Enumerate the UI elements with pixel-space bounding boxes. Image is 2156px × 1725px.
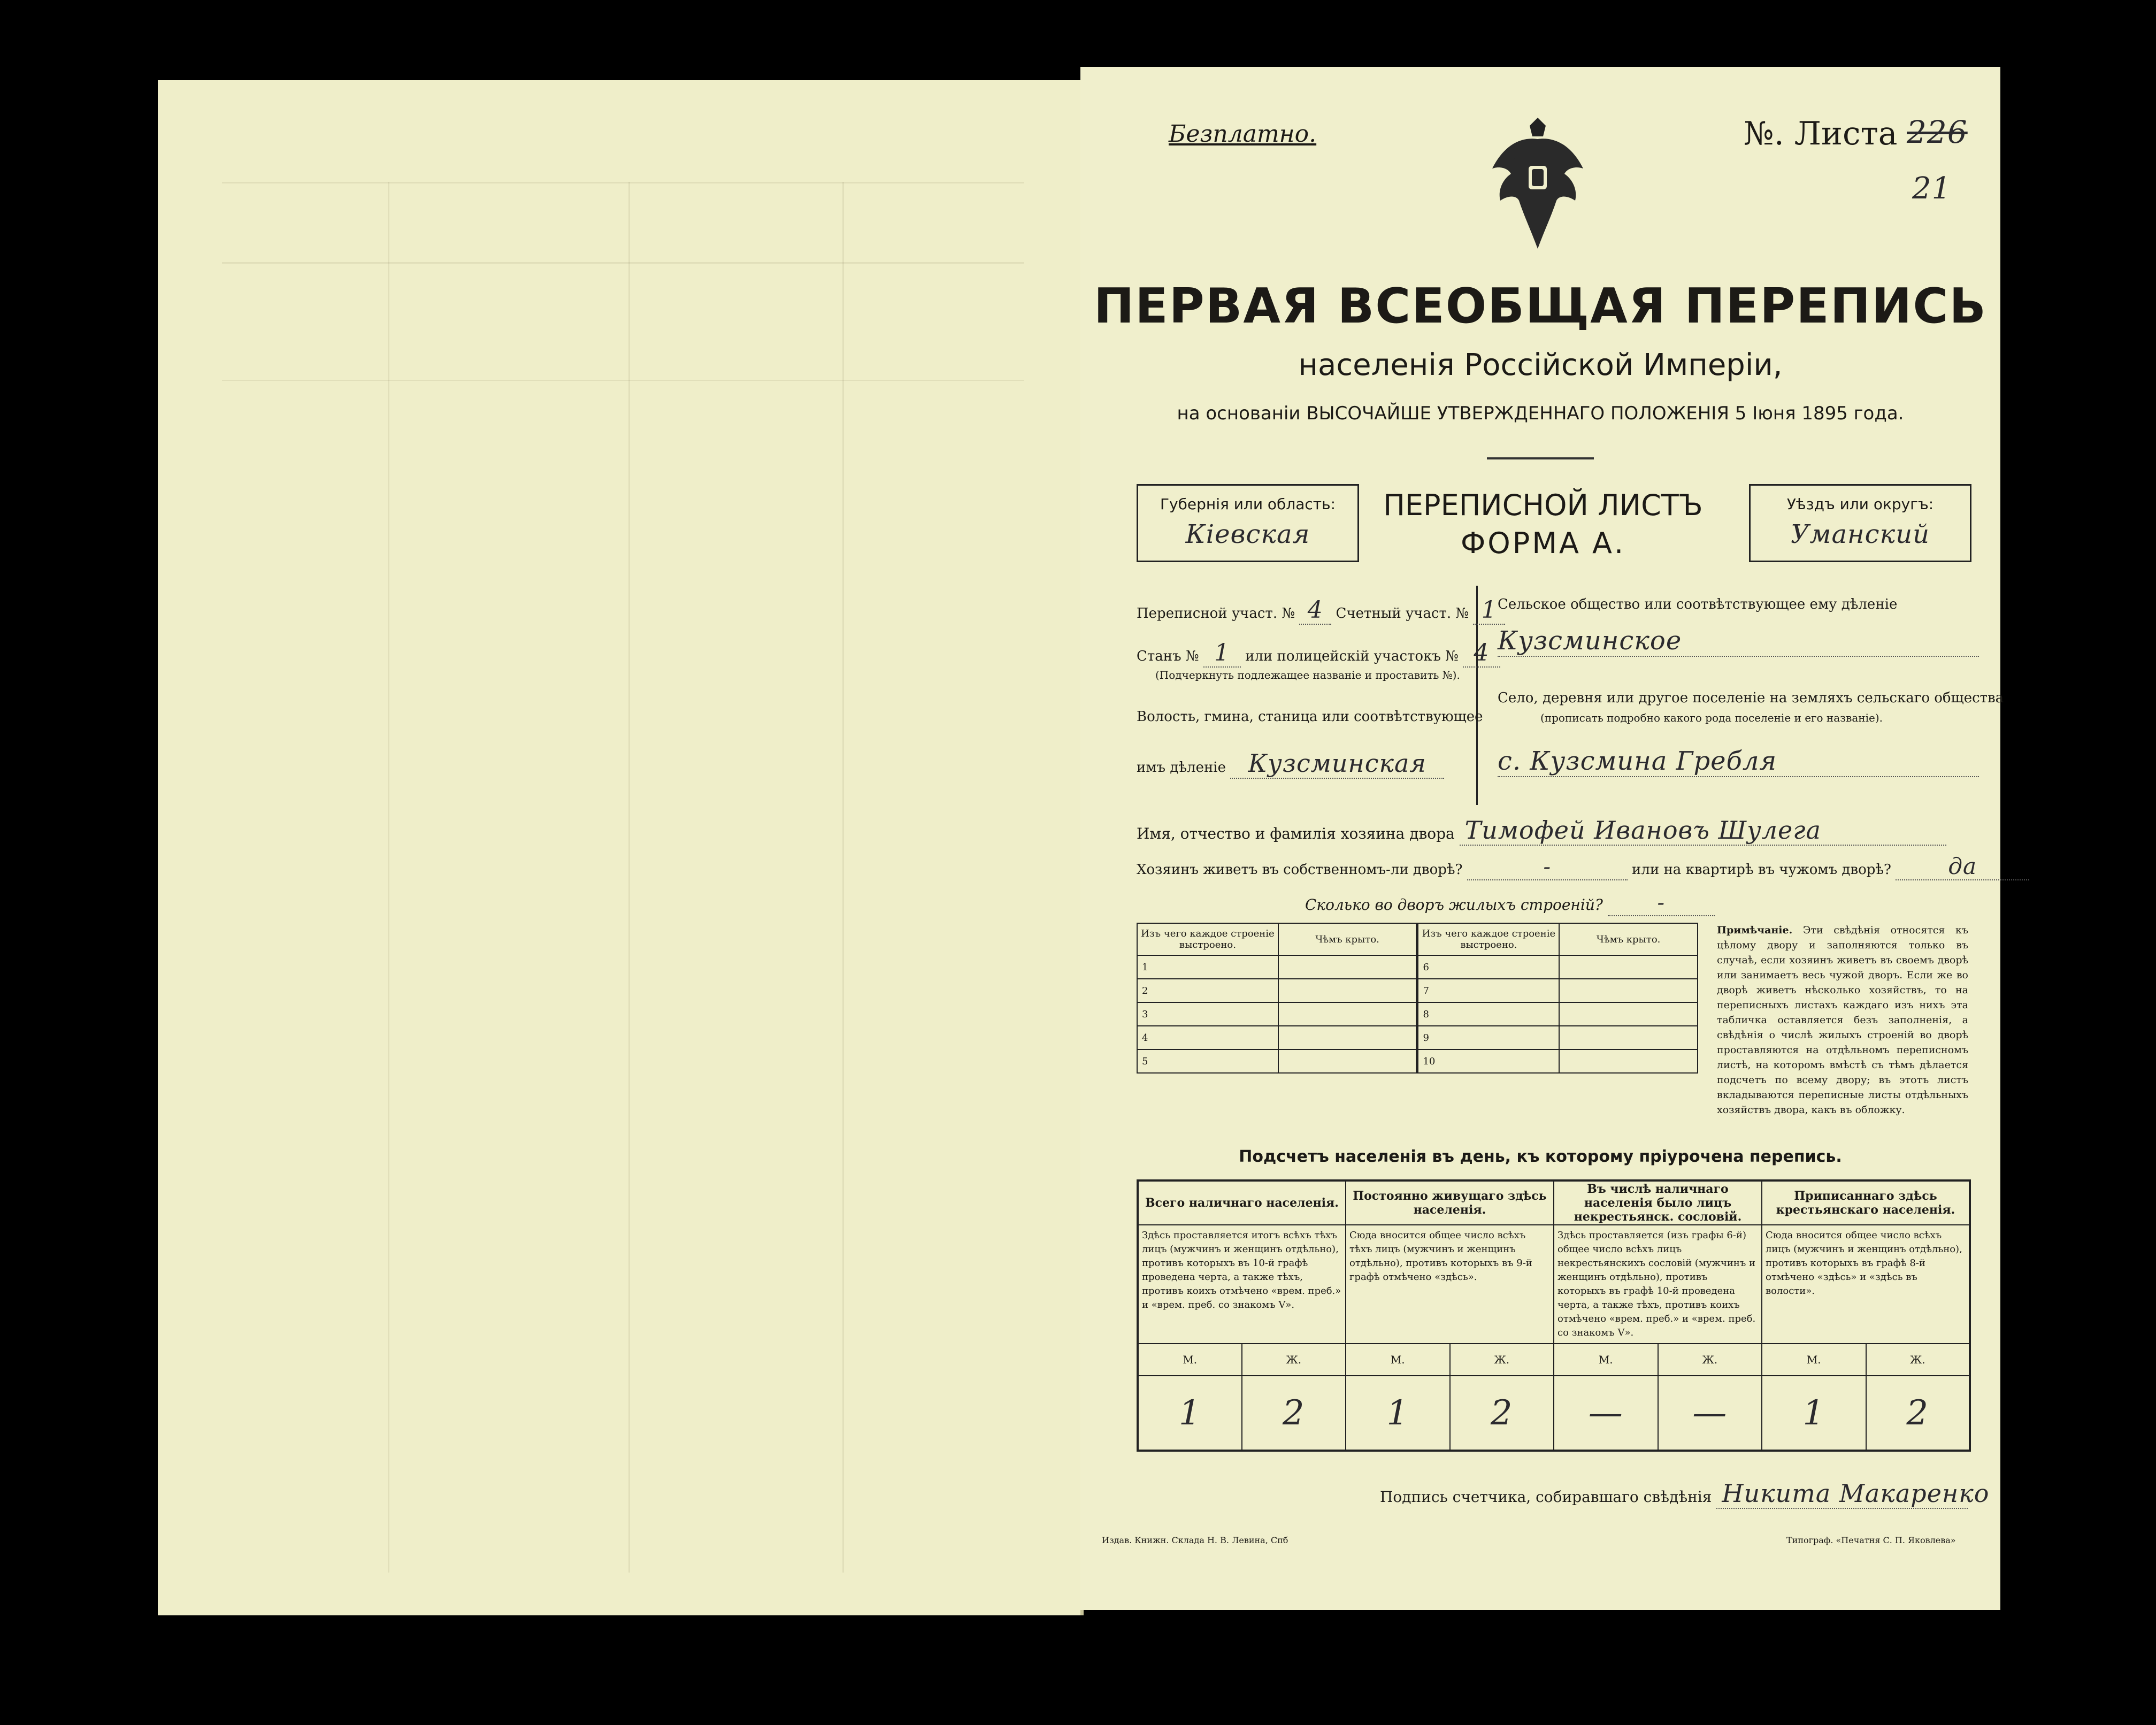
field-perep-uchast [1137,596,1505,625]
buildings-row-number: 1 [1137,955,1278,979]
count-col-m: М. [1346,1344,1450,1376]
imprint-left: Издав. Книжн. Склада Н. В. Левина, Спб [1102,1535,1288,1545]
perep-uchast-label: Переписной участ. № [1137,605,1295,622]
count-value: 2 [1450,1376,1554,1451]
owner-value: Тимофей Ивановъ Шулега [1460,816,1946,846]
count-value: 1 [1762,1376,1866,1451]
own-yard-label: Хозяинъ живетъ въ собственномъ-ли дворѣ? [1137,862,1463,878]
count-header-peasant: Приписаннаго здѣсь крестьянскаго населенія. [1762,1180,1970,1225]
field-signature [1380,1479,1990,1509]
uezd-box [1749,484,1971,562]
underline-note: (Подчеркнуть подлежащее названіе и проставить №). [1155,669,1460,681]
field-owner [1137,816,1946,846]
double-headed-eagle-emblem [1487,115,1589,254]
field-buildings [1305,891,1715,916]
form-title-box [1372,484,1714,564]
uezd-value: Уманский [1790,519,1930,549]
gubernia-value: Кіевская [1185,519,1310,549]
bleed-through-line [222,380,1024,381]
schetny-label: Счетный участ. № [1336,605,1469,622]
owner-label: Имя, отчество и фамилія хозяина двора [1137,825,1455,842]
form-subtitle: ФОРМА А. [1460,526,1626,560]
count-header-total: Всего наличнаго населенія. [1138,1180,1346,1225]
note-text: Эти свѣдѣнія относятся къ цѣлому двору и заполняются только въ случаѣ, если хозяинъ живетъ въ своемъ дворѣ или занимаетъ весь чужой дворъ. Если же во дворѣ живетъ нѣсколько хозяйствъ, то на переписныхъ листахъ каждаго изъ нихъ эта табличка оставляется безъ заполненія, а свѣдѣнія о числѣ жилыхъ строеній во дворѣ проставляются на отдѣльномъ переписномъ листѣ, на которомъ вмѣстѣ съ тѣмъ дѣлается подсчетъ по всему двору; въ этотъ листъ вкладываются переписные листы отдѣльныхъ хозяйствъ двора, какъ въ обложку. [1717,924,1968,1116]
signature-value: Никита Макаренко [1716,1479,1968,1509]
bleed-through-line [628,182,630,1573]
left-page [158,80,1084,1615]
note-lead: Примѣчаніе. [1717,924,1793,936]
selsk-value: Кузсминское [1498,626,1979,657]
count-col-m: М. [1138,1344,1242,1376]
selo-value: с. Кузсмина Гребля [1498,746,1979,777]
volost-label-2: имъ дѣленіе [1137,760,1226,776]
main-title: ПЕРВАЯ ВСЕОБЩАЯ ПЕРЕПИСЬ [1093,278,1988,334]
sheet-number-value: 226 [1907,114,1968,150]
count-value: 1 [1138,1376,1242,1451]
buildings-row-number: 10 [1417,1049,1559,1073]
free-label: Безплатно. [1169,120,1317,148]
own-yard-value: - [1467,855,1628,880]
buildings-row-number: 7 [1417,979,1559,1002]
buildings-col-roof: Чѣмъ крыто. [1559,923,1698,955]
count-value: 2 [1242,1376,1346,1451]
count-desc-total: Здѣсь проставляется итогъ всѣхъ тѣхъ лицъ (мужчинъ и женщинъ отдѣльно), противъ которыхъ въ 10-й графѣ проведена черта, а также тѣхъ, противъ коихъ отмѣчено «врем. преб.» и «врем. преб. со знакомъ V». [1138,1225,1346,1344]
volost-value: Кузсминская [1230,749,1444,779]
buildings-question: Сколько во дворъ жилыхъ строеній? [1305,896,1603,914]
count-desc-permanent: Сюда вносится общее число всѣхъ тѣхъ лицъ (мужчинъ и женщинъ отдѣльно), противъ которыхъ въ 9-й графѣ отмѣчено «здѣсь». [1346,1225,1554,1344]
count-desc-non-peasant: Здѣсь проставляется (изъ графы 6-й) общее число всѣхъ лицъ некрестьянскихъ сословій (мужчинъ и женщинъ отдѣльно), противъ которыхъ въ графѣ 10-й проведена черта, а также тѣхъ, противъ коихъ отмѣчено «врем. преб.» и «врем. преб. со знакомъ V». [1554,1225,1762,1344]
count-value: — [1658,1376,1762,1451]
count-value: 2 [1866,1376,1970,1451]
bleed-through-line [222,182,1024,183]
buildings-row-number: 2 [1137,979,1278,1002]
form-title: ПЕРЕПИСНОЙ ЛИСТЪ [1383,488,1703,522]
police-value: 4 [1463,639,1500,668]
selo-label: Село, деревня или другое поселеніе на земляхъ сельскаго общества [1498,690,2004,706]
buildings-col-material: Изъ чего каждое строеніе выстроено. [1417,923,1559,955]
buildings-value: - [1608,891,1715,916]
bleed-through-line [388,182,389,1573]
count-col-zh: Ж. [1866,1344,1970,1376]
imprint-right: Типограф. «Печатня С. П. Яковлева» [1786,1535,1956,1545]
bleed-through-line [222,262,1024,264]
count-col-m: М. [1554,1344,1658,1376]
selo-note: (прописать подробно какого рода поселеніе и его названіе). [1540,711,1883,724]
count-table [1137,1179,1971,1452]
count-header-permanent: Постоянно живущаго здѣсь населенія. [1346,1180,1554,1225]
uezd-label: Уѣздъ или округъ: [1786,495,1934,513]
count-value: — [1554,1376,1658,1451]
count-title: Подсчетъ населенія въ день, къ которому пріурочена перепись. [1239,1147,1842,1166]
census-form-page [1080,67,2004,1610]
sheet-number-alt: 21 [1912,171,1952,206]
perep-uchast-value: 4 [1299,596,1331,625]
count-header-non-peasant: Въ числѣ наличнаго населенія было лицъ некрестьянск. сословій. [1554,1180,1762,1225]
buildings-col-roof: Чѣмъ крыто. [1278,923,1417,955]
count-col-zh: Ж. [1450,1344,1554,1376]
schetny-value: 1 [1473,596,1505,625]
sheet-number-label: №. Листа [1744,115,1898,152]
subtitle: населенія Россійской Имперіи, [1298,348,1783,382]
count-desc-peasant: Сюда вносится общее число всѣхъ лицъ (мужчинъ и женщинъ отдѣльно), противъ которыхъ въ графѣ 8-й отмѣчено «здѣсь» и «здѣсь въ волости». [1762,1225,1970,1344]
gubernia-box [1137,484,1359,562]
count-col-m: М. [1762,1344,1866,1376]
volost-label: Волость, гмина, станица или соотвѣтствующее [1137,709,1483,725]
bleed-through-line [842,182,844,1573]
gubernia-label: Губернія или область: [1160,495,1336,513]
count-col-zh: Ж. [1658,1344,1762,1376]
buildings-col-material: Изъ чего каждое строеніе выстроено. [1137,923,1278,955]
buildings-table [1137,923,1698,1074]
field-volost [1137,749,1444,779]
ornament-divider [1487,457,1594,459]
buildings-row-number: 3 [1137,1002,1278,1026]
stan-value: 1 [1203,639,1241,668]
rent-value: да [1896,853,2029,880]
police-label: или полицейскій участокъ № [1245,648,1459,664]
buildings-row-number: 8 [1417,1002,1559,1026]
note-block [1717,923,1968,1117]
count-value: 1 [1346,1376,1450,1451]
field-own-yard [1137,853,2029,880]
signature-label: Подпись счетчика, собиравшаго свѣдѣнія [1380,1488,1712,1506]
buildings-row-number: 6 [1417,955,1559,979]
field-stan [1137,639,1500,668]
basis-line: на основаніи ВЫСОЧАЙШЕ УТВЕРЖДЕННАГО ПОЛОЖЕНІЯ 5 Іюня 1895 года. [1177,403,1904,424]
selsk-label: Сельское общество или соотвѣтствующее ему дѣленіе [1498,596,1898,612]
count-col-zh: Ж. [1242,1344,1346,1376]
buildings-row-number: 4 [1137,1026,1278,1049]
stan-label: Станъ № [1137,648,1199,664]
rent-label: или на квартирѣ въ чужомъ дворѣ? [1632,862,1891,878]
buildings-row-number: 9 [1417,1026,1559,1049]
buildings-row-number: 5 [1137,1049,1278,1073]
